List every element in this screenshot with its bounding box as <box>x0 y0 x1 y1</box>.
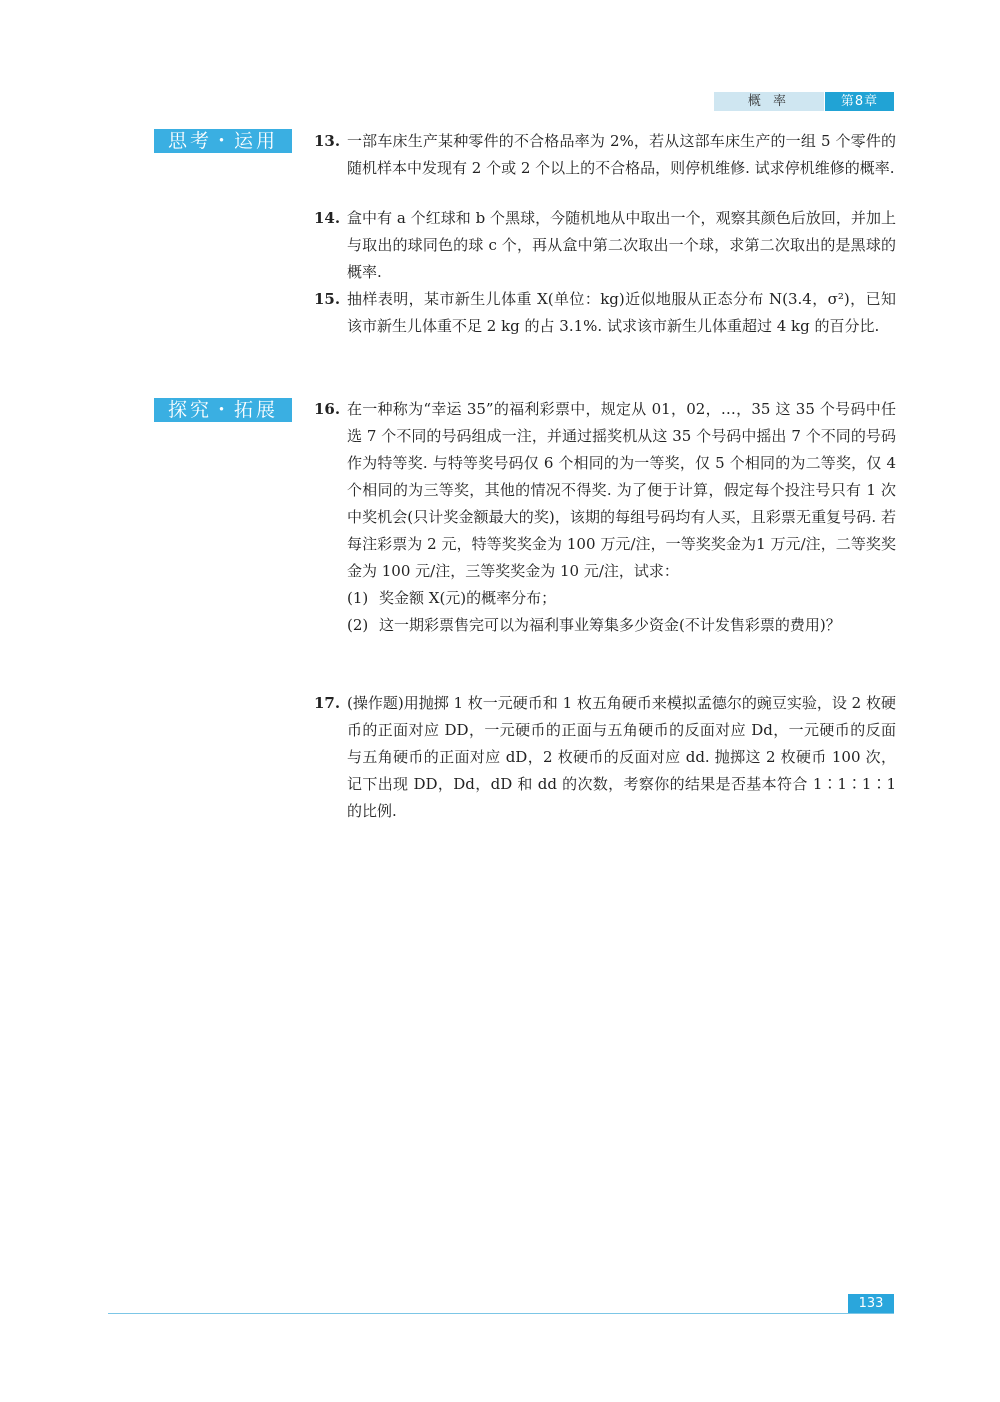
header-chapter: 第8章 <box>825 92 894 111</box>
problem-number: 14. <box>314 209 341 227</box>
problem-13 <box>314 128 896 182</box>
problem-15 <box>314 286 896 340</box>
problem-text: (操作题)用抛掷 1 枚一元硬币和 1 枚五角硬币来模拟孟德尔的豌豆实验，设 2 枚硬币的正面对应 DD，一元硬币的正面与五角硬币的反面对应 Dd，一元硬币的反面与五角硬币的正面对应 dD，2 枚硬币的反面对应 dd. 抛掷这 2 枚硬币 100 次，记下出现 DD，Dd，dD 和 dd 的次数，考察你的结果是否基本符合 1∶1∶1∶1 的比例. <box>347 694 896 820</box>
problem-17 <box>314 690 896 825</box>
problem-number: 13. <box>314 132 341 150</box>
problem-text: 一部车床生产某种零件的不合格品率为 2%，若从这部车床生产的一组 5 个零件的随机样本中发现有 2 个或 2 个以上的不合格品，则停机维修. 试求停机维修的概率. <box>347 132 896 177</box>
problem-number: 17. <box>314 694 341 712</box>
subquestion-1 <box>347 585 896 612</box>
problem-16 <box>314 396 896 639</box>
subquestion-text: 这一期彩票售完可以为福利事业筹集多少资金(不计发售彩票的费用)？ <box>379 616 841 634</box>
header-subject: 概 率 <box>714 92 824 111</box>
problem-text: 抽样表明，某市新生儿体重 X(单位：kg)近似地服从正态分布 N(3.4，σ²)，已知该市新生儿体重不足 2 kg 的占 3.1%. 试求该市新生儿体重超过 4 kg 的百分比. <box>347 290 896 335</box>
subquestion-2 <box>347 612 896 639</box>
problem-14 <box>314 205 896 286</box>
problem-text: 盒中有 a 个红球和 b 个黑球，今随机地从中取出一个，观察其颜色后放回，并加上与取出的球同色的球 c 个，再从盒中第二次取出一个球，求第二次取出的是黑球的概率. <box>347 209 896 281</box>
subquestion-label: (2) <box>347 616 369 634</box>
subquestion-text: 奖金额 X(元)的概率分布； <box>379 589 557 607</box>
problem-number: 15. <box>314 290 341 308</box>
footer-rule <box>108 1313 894 1314</box>
subquestion-label: (1) <box>347 589 369 607</box>
section-title-explore: 探究・拓展 <box>154 398 292 422</box>
section-title-thinking: 思考・运用 <box>154 129 292 153</box>
page-number: 133 <box>848 1294 894 1313</box>
problem-number: 16. <box>314 400 341 418</box>
problem-text: 在一种称为“幸运 35”的福利彩票中，规定从 01，02，…，35 这 35 个号码中任选 7 个不同的号码组成一注，并通过摇奖机从这 35 个号码中摇出 7 个不同的号码作为特等奖. 与特等奖号码仅 6 个相同的为一等奖，仅 5 个相同的为二等奖，仅 4 个相同的为三等奖，其他的情况不得奖. 为了便于计算，假定每个投注号只有 1 次中奖机会(只计奖金额最大的奖)，该期的每组号码均有人买，且彩票无重复号码. 若每注彩票为 2 元，特等奖奖金为 100 万元/注，一等奖奖金为1 万元/注，二等奖奖金为 100 元/注，三等奖奖金为 10 元/注，试求： <box>347 400 896 580</box>
